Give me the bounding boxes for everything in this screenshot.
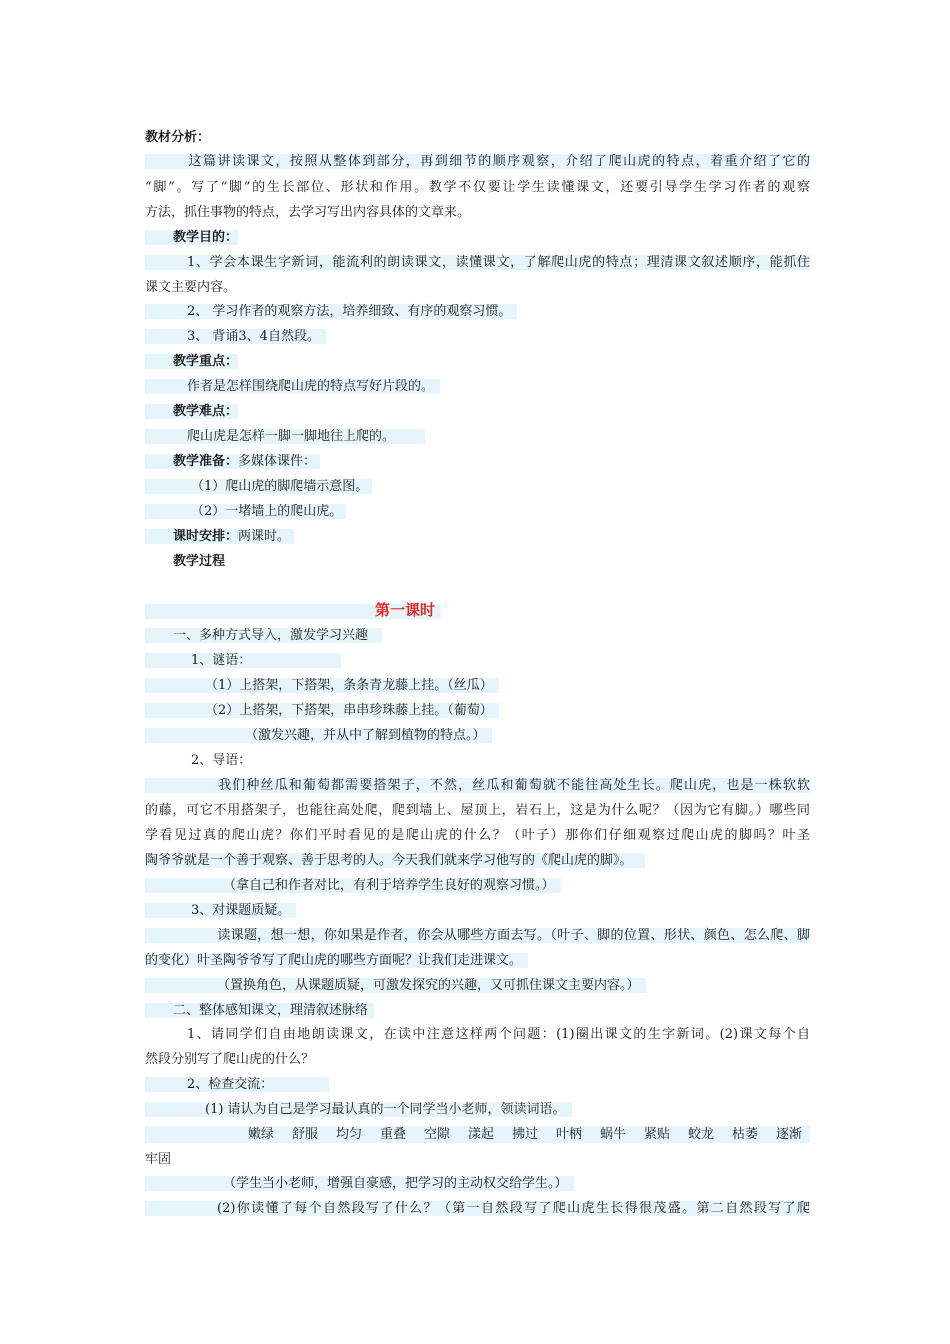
goal-line-1a: 1、学会本课生字新词，能流利的朗读课文，读懂课文，了解爬山虎的特点；理清课文叙述顺序，能抓住 [145,254,810,271]
heading-goals: 教学目的： [145,229,810,246]
check-note: （学生当小老师，增强自豪感，把学习的主动权交给学生。） [145,1175,810,1192]
analysis-line-2: “脚”。写了“脚”的生长部位、形状和作用。教学不仅要让学生读懂课文，还要引导学生学习作者的观察 [145,180,810,195]
riddle-1: （1）上搭架，下搭架，条条青龙藤上挂。（丝瓜） [145,677,810,694]
goal-line-1b: 课文主要内容。 [145,280,237,295]
section-1-2: 2、导语： [191,753,252,768]
vocab-word-last: 牢固 [145,1152,172,1167]
riddle-note: （激发兴趣，并从中了解到植物的特点。） [145,727,810,744]
vocab-word: 拂过 [512,1127,539,1142]
vocab-word: 均匀 [336,1127,363,1142]
heading-difficulty: 教学难点： [145,403,810,420]
vocab-word: 蜗牛 [600,1127,627,1142]
analysis-line-1: 这篇讲读课文，按照从整体到部分，再到细节的顺序观察，介绍了爬山虎的特点，着重介绍了它的 [145,153,810,170]
vocab-word: 蛟龙 [688,1127,715,1142]
section-2: 二、整体感知课文，理清叙述脉络 [145,1002,810,1019]
heading-key: 教学重点： [145,353,810,370]
vocab-word: 舒服 [292,1127,319,1142]
question-note: （置换角色，从课题质疑，可激发探究的兴趣，又可抓住课文主要内容。） [145,977,810,994]
check-1: (1) 请认为自己是学习最认真的一个同学当小老师，领读词语。 [145,1101,810,1118]
vocab-word: 空隙 [424,1127,451,1142]
vocab-word: 枯萎 [732,1127,759,1142]
prep-item-2: （2）一堵墙上的爬山虎。 [145,503,810,520]
goal-line-3: 3、 背诵3、4自然段。 [145,328,810,345]
section-2-1a: 1、请同学们自由地朗读课文，在读中注意这样两个问题：(1)圈出课文的生字新词。(2)课文每个自 [187,1027,810,1042]
vocab-word: 漾起 [468,1127,495,1142]
vocab-word: 紧贴 [644,1127,671,1142]
section-2-2: 2、检查交流： [145,1076,810,1093]
riddle-2: （2）上搭架，下搭架，串串珍珠藤上挂。（葡萄） [145,702,810,719]
section-2-1b: 然段分别写了爬山虎的什么？ [145,1052,315,1067]
intro-note: （拿自己和作者对比，有利于培养学生良好的观察习惯。） [145,877,810,894]
heading-process: 教学过程 [173,554,226,569]
heading-prep: 教学准备：多媒体课件： [145,453,810,470]
section-1: 一、多种方式导入，激发学习兴趣 [145,627,810,644]
intro-line-3: 学看见过真的爬山虎？你们平时看见的是爬山虎的什么？（叶子）那你们仔细观察过爬山虎的脚吗？叶圣 [145,828,810,843]
difficulty-text: 爬山虎是怎样一脚一脚地往上爬的。 [145,428,810,445]
analysis-line-3: 方法，抓住事物的特点，去学习写出内容具体的文章来。 [145,205,471,220]
key-text: 作者是怎样围绕爬山虎的特点写好片段的。 [145,378,810,395]
intro-line-2: 的藤，可它不用搭架子，也能往高处爬，爬到墙上、屋顶上，岩石上，这是为什么呢？（因为它有脚。）哪些同 [145,803,810,818]
vocab-word: 叶柄 [556,1127,583,1142]
section-1-1: 1、谜语： [145,652,810,669]
question-line-2: 的变化）叶圣陶爷爷写了爬山虎的哪些方面呢？让我们走进课文。 [145,952,810,969]
vocab-word: 逐渐 [776,1127,803,1142]
section-1-3: 3、对课题质疑。 [145,902,810,919]
prep-item-1: （1）爬山虎的脚爬墙示意图。 [145,478,810,495]
heading-analysis: 教材分析： [145,130,211,145]
question-line-1: 读课题，想一想，你如果是作者，你会从哪些方面去写。（叶子、脚的位置、形状、颜色、怎么爬、脚 [145,927,810,944]
goal-line-2: 2、 学习作者的观察方法，培养细致、有序的观察习惯。 [145,303,810,320]
vocab-row [145,1126,810,1143]
intro-line-4: 陶爷爷就是一个善于观察、善于思考的人。今天我们就来学习他写的《爬山虎的脚》。 [145,852,810,869]
vocab-word: 嫩绿 [248,1127,275,1142]
check-2: (2)你读懂了每个自然段写了什么？（第一自然段写了爬山虎生长得很茂盛。第二自然段写了爬 [145,1200,810,1217]
heading-time: 课时安排：两课时。 [145,528,810,545]
intro-line-1: 我们种丝瓜和葡萄都需要搭架子，不然，丝瓜和葡萄就不能往高处生长。爬山虎，也是一株软软 [145,777,810,794]
vocab-word: 重叠 [380,1127,407,1142]
lesson-title: 第一课时 [145,601,810,620]
